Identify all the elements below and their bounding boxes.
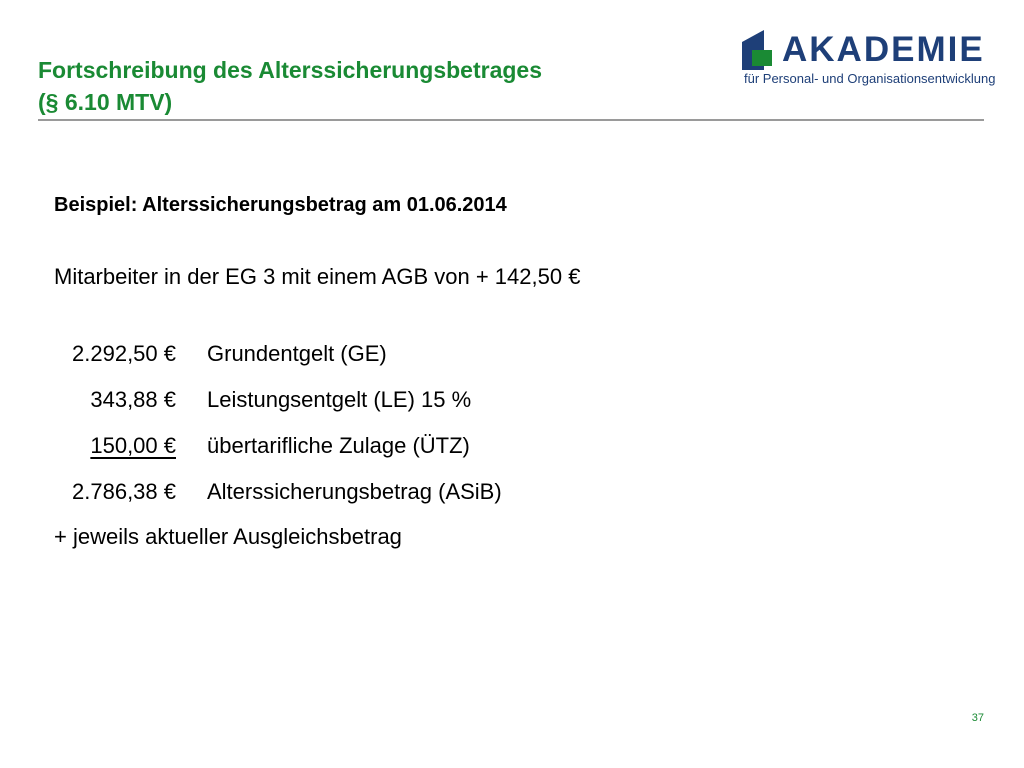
calc-amount: 343,88 €	[90, 387, 176, 412]
slide-title-line-1: Fortschreibung des Alterssicherungsbetrages	[38, 57, 543, 83]
calc-row-leistungsentgelt	[54, 385, 654, 415]
intro-line: Mitarbeiter in der EG 3 mit einem AGB von + 142,50 €	[54, 264, 581, 289]
footer-note: + jeweils aktueller Ausgleichsbetrag	[54, 524, 402, 549]
calc-row-grundentgelt	[54, 339, 654, 369]
slide-title-line-2: (§ 6.10 MTV)	[38, 89, 173, 115]
calc-amount: 2.292,50 €	[72, 341, 176, 366]
slide-title	[38, 54, 678, 118]
calc-description: übertarifliche Zulage (ÜTZ)	[207, 433, 470, 458]
calc-amount-total: 2.786,38 €	[72, 479, 176, 504]
calc-description: Alterssicherungsbetrag (ASiB)	[207, 479, 502, 504]
calc-description: Leistungsentgelt (LE) 15 %	[207, 387, 472, 412]
logo-wordmark: AKADEMIE	[782, 30, 985, 69]
akademie-logo	[742, 28, 996, 90]
calc-description: Grundentgelt (GE)	[207, 341, 387, 366]
title-divider	[38, 119, 984, 121]
calc-row-total	[54, 477, 654, 507]
logo-mark-icon	[742, 30, 778, 70]
example-heading: Beispiel: Alterssicherungsbetrag am 01.06.2014	[54, 194, 507, 216]
calc-row-zulage	[54, 431, 654, 461]
logo-tagline: für Personal- und Organisationsentwicklung	[744, 71, 996, 86]
calc-amount-underlined: 150,00 €	[90, 433, 176, 458]
page-number: 37	[971, 712, 984, 724]
